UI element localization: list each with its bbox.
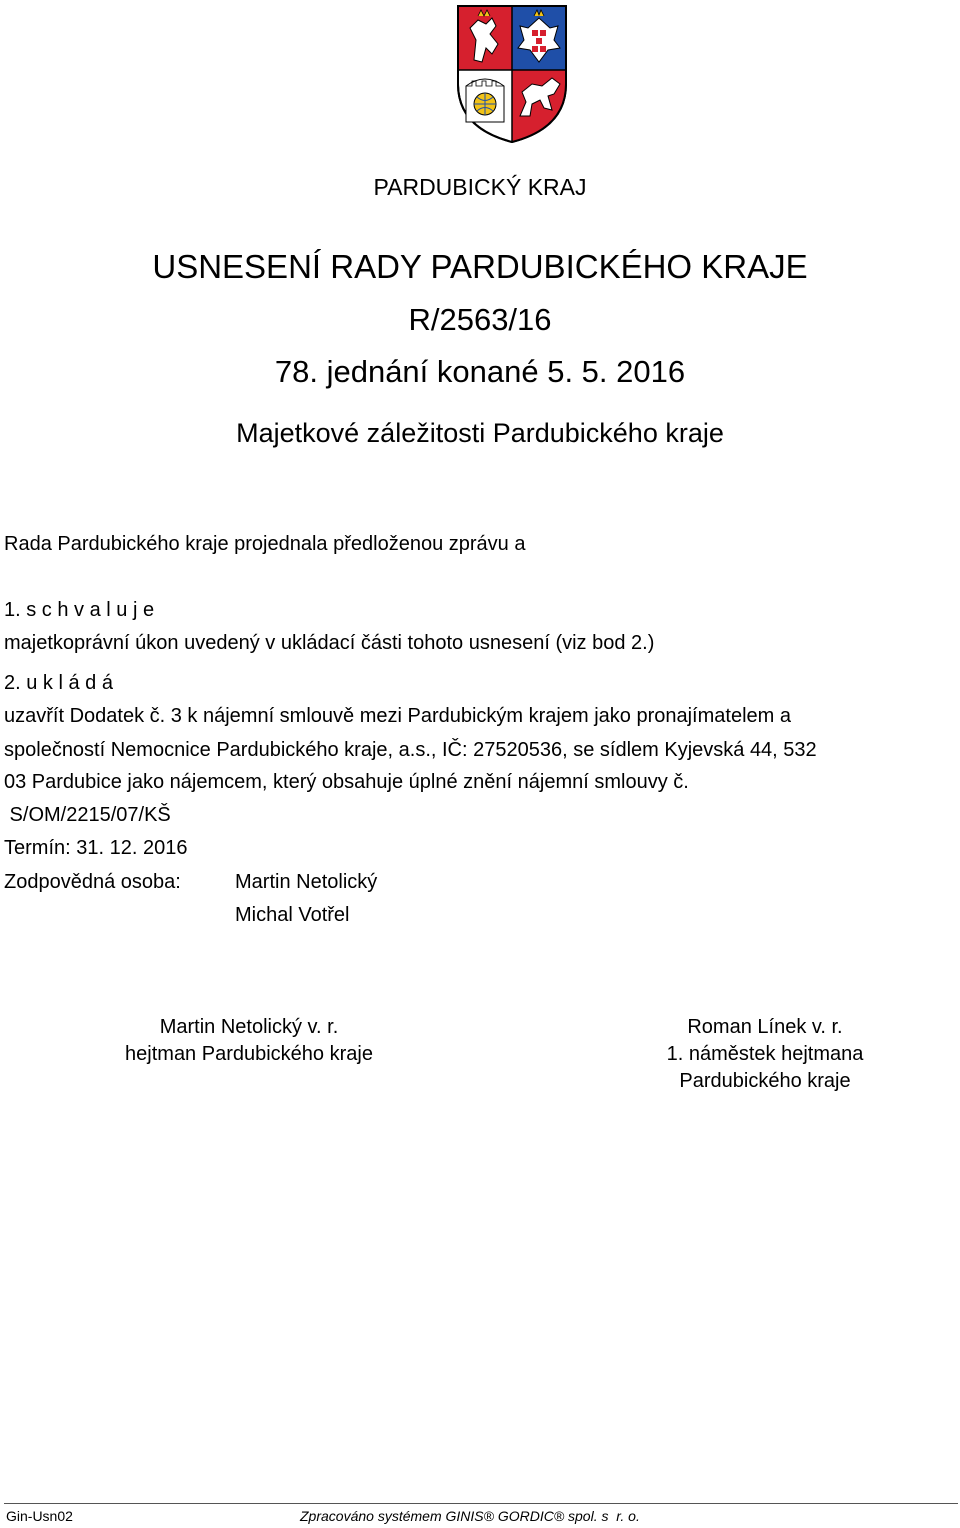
signature-role: hejtman Pardubického kraje xyxy=(125,1043,373,1065)
intro-text: Rada Pardubického kraje projednala předloženou zprávu a xyxy=(4,533,526,555)
document-title: USNESENÍ RADY PARDUBICKÉHO KRAJE xyxy=(152,248,808,285)
responsible-person: Michal Votřel xyxy=(235,904,350,926)
signature-name: Martin Netolický v. r. xyxy=(159,1016,339,1038)
responsible-label: Zodpovědná osoba: xyxy=(4,871,181,893)
footer-form-code: Gin-Usn02 xyxy=(6,1508,73,1524)
signature-role: 1. náměstek hejtmana xyxy=(666,1043,864,1065)
item2-text-line: 03 Pardubice jako nájemcem, který obsahuje úplné znění nájemní smlouvy č. xyxy=(4,771,689,793)
item2-text-line: uzavřít Dodatek č. 3 k nájemní smlouvě mezi Pardubickým krajem jako pronajímatelem a xyxy=(4,705,791,727)
item1-heading: 1. s c h v a l u j e xyxy=(4,599,155,621)
meeting-info: 78. jednání konané 5. 5. 2016 xyxy=(274,354,686,389)
footer-divider xyxy=(4,1503,958,1504)
signature-name: Roman Línek v. r. xyxy=(687,1016,843,1038)
signature-right xyxy=(605,1014,925,1095)
coat-of-arms xyxy=(456,4,568,144)
deadline: Termín: 31. 12. 2016 xyxy=(4,837,188,859)
signature-left xyxy=(89,1014,409,1068)
resolution-subject: Majetkové záležitosti Pardubického kraje xyxy=(236,418,724,448)
resolution-number: R/2563/16 xyxy=(408,302,552,337)
item2-heading: 2. u k l á d á xyxy=(4,672,113,694)
footer-system-note: Zpracováno systémem GINIS® GORDIC® spol. s r. o. xyxy=(300,1508,640,1524)
item1-text: majetkoprávní úkon uvedený v ukládací části tohoto usnesení (viz bod 2.) xyxy=(4,632,655,654)
item2-text-line: S/OM/2215/07/KŠ xyxy=(4,804,171,826)
region-name: PARDUBICKÝ KRAJ xyxy=(373,174,587,200)
responsible-person: Martin Netolický xyxy=(235,871,378,893)
signature-role: Pardubického kraje xyxy=(679,1070,851,1092)
item2-text-line: společností Nemocnice Pardubického kraje, a.s., IČ: 27520536, se sídlem Kyjevská 44, 532 xyxy=(4,739,817,761)
